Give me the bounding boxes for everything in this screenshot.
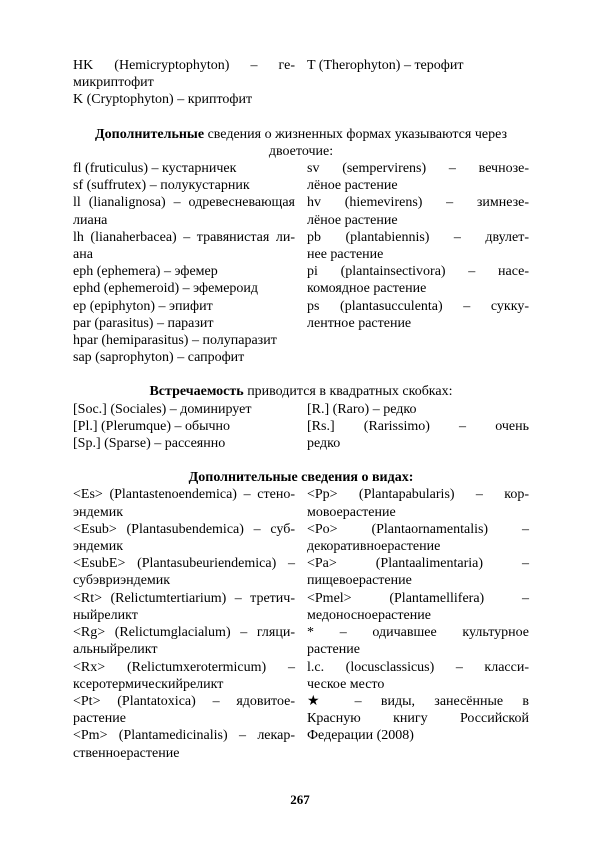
text-line: <Rt> (Relictumtertiarium) – третич- [73,590,295,606]
text-line: hpar (hemiparasitus) – полупаразит [73,333,277,349]
text-line: * – одичавшее культурное [307,625,529,641]
text-line: <Pt> (Plantatoxica) – ядовитое- [73,693,295,709]
life-forms-columns [73,160,529,366]
text-line: par (parasitus) – паразит [73,315,214,331]
text-line: ственноерастение [73,745,180,761]
text-line: ныйреликт [73,607,138,623]
text-line: ческое место [307,676,385,692]
text-line: ксеротермическийреликт [73,676,224,692]
text-line: растение [73,711,126,727]
text-line: <EsubE> (Plantasubeuriendemica) – [73,556,295,572]
text-line: eph (ephemera) – эфемер [73,264,218,280]
heading-line2: двоеточие: [268,143,334,159]
text-line: ephd (ephemeroid) – эфемероид [73,281,259,297]
heading-text: приводится в квадратных скобках: [243,384,453,400]
text-line: pb (plantabiennis) – двулет- [307,229,529,245]
text-line: ll (lianalignosa) – одревесневающая [73,195,295,211]
text-line: эндемик [73,539,123,555]
text-line: HK (Hemicryptophyton) – ге- [73,58,295,73]
text-line: K (Cryptophyton) – криптофит [73,92,253,108]
text-line: мовоерастение [307,504,396,520]
text-line: <Po> (Plantaornamentalis) – [307,521,529,537]
text-line: <Esub> (Plantasubendemica) – суб- [73,521,295,537]
text-line: pi (plantainsectivora) – насе- [307,264,529,280]
life-forms-heading [73,126,529,143]
text-line: lh (lianaherbacea) – травянистая ли- [73,229,295,245]
occurrence-columns [73,401,529,453]
page-content [73,57,529,762]
heading-bold: Встречаемость [149,384,244,400]
text-line: лиана [73,212,108,228]
text-line: нее растение [307,247,384,263]
text-line: <Pa> (Plantaalimentaria) – [307,556,529,572]
text-line: sv (sempervirens) – вечнозе- [307,161,529,177]
text-line: <Rx> (Relictumxerotermicum) – [73,659,295,675]
text-line: sap (saprophyton) – сапрофит [73,350,245,366]
text-line: микриптофит [73,75,154,91]
text-line: декоративноерастение [307,539,441,555]
text-line: <Pm> (Plantamedicinalis) – лекар- [73,728,295,744]
text-line: медоносноерастение [307,607,431,623]
text-line: Красную книгу Российской [307,711,529,727]
text-line: [R.] (Raro) – редко [307,401,417,417]
text-line: <Pmel> (Plantamellifera) – [307,590,529,606]
text-line: пищевоерастение [307,573,412,589]
text-line: субэвриэндемик [73,573,171,589]
text-line: [Sp.] (Sparse) – рассеянно [73,436,226,452]
life-forms-left-column [73,160,295,366]
life-forms-right-column [307,160,529,366]
text-line: hv (hiemevirens) – зимнезе- [307,195,529,211]
heading-bold: Дополнительные сведения о видах: [188,470,414,486]
text-line: ★ – виды, занесённые в [307,693,529,709]
text-line: редко [307,436,341,452]
heading-text: сведения о жизненных формах указываются через [204,126,507,142]
occurrence-heading [73,383,529,400]
text-line: ps (plantasucculenta) – сукку- [307,298,529,314]
occurrence-left-column [73,401,295,453]
heading-bold: Дополнительные [95,126,205,142]
text-line: лёное растение [307,178,398,194]
text-line: лентное растение [307,315,412,331]
text-line: Федерации (2008) [307,728,414,744]
species-columns [73,486,529,761]
text-line: T (Therophyton) – терофит [307,58,464,73]
text-line: l.c. (locusclassicus) – класси- [307,659,529,675]
text-line: комоядное растение [307,281,427,297]
text-line: [Rs.] (Rarissimo) – очень [307,418,529,434]
text-line: эндемик [73,504,123,520]
text-line: растение [307,642,360,658]
text-line: <Es> (Plantastenoendemica) – стено- [73,487,295,503]
text-line: sf (suffrutex) – полукустарник [73,178,250,194]
block1-right-column [307,57,529,109]
species-right-column [307,486,529,761]
occurrence-right-column [307,401,529,453]
species-heading [73,469,529,486]
text-line: ана [73,247,93,263]
text-line: лёное растение [307,212,398,228]
text-line: [Pl.] (Plerumque) – обычно [73,418,231,434]
text-line: ep (epiphyton) – эпифит [73,298,213,314]
text-line: fl (fruticulus) – кустарничек [73,161,237,177]
text-line: [Soc.] (Sociales) – доминирует [73,401,252,417]
text-line: <Pp> (Plantapabularis) – кор- [307,487,529,503]
page-number: 267 [290,792,310,807]
text-line: альныйреликт [73,642,158,658]
block-plant-types [73,57,529,109]
species-left-column [73,486,295,761]
text-line: <Rg> (Relictumglacialum) – гляци- [73,625,295,641]
block1-left-column [73,57,295,109]
